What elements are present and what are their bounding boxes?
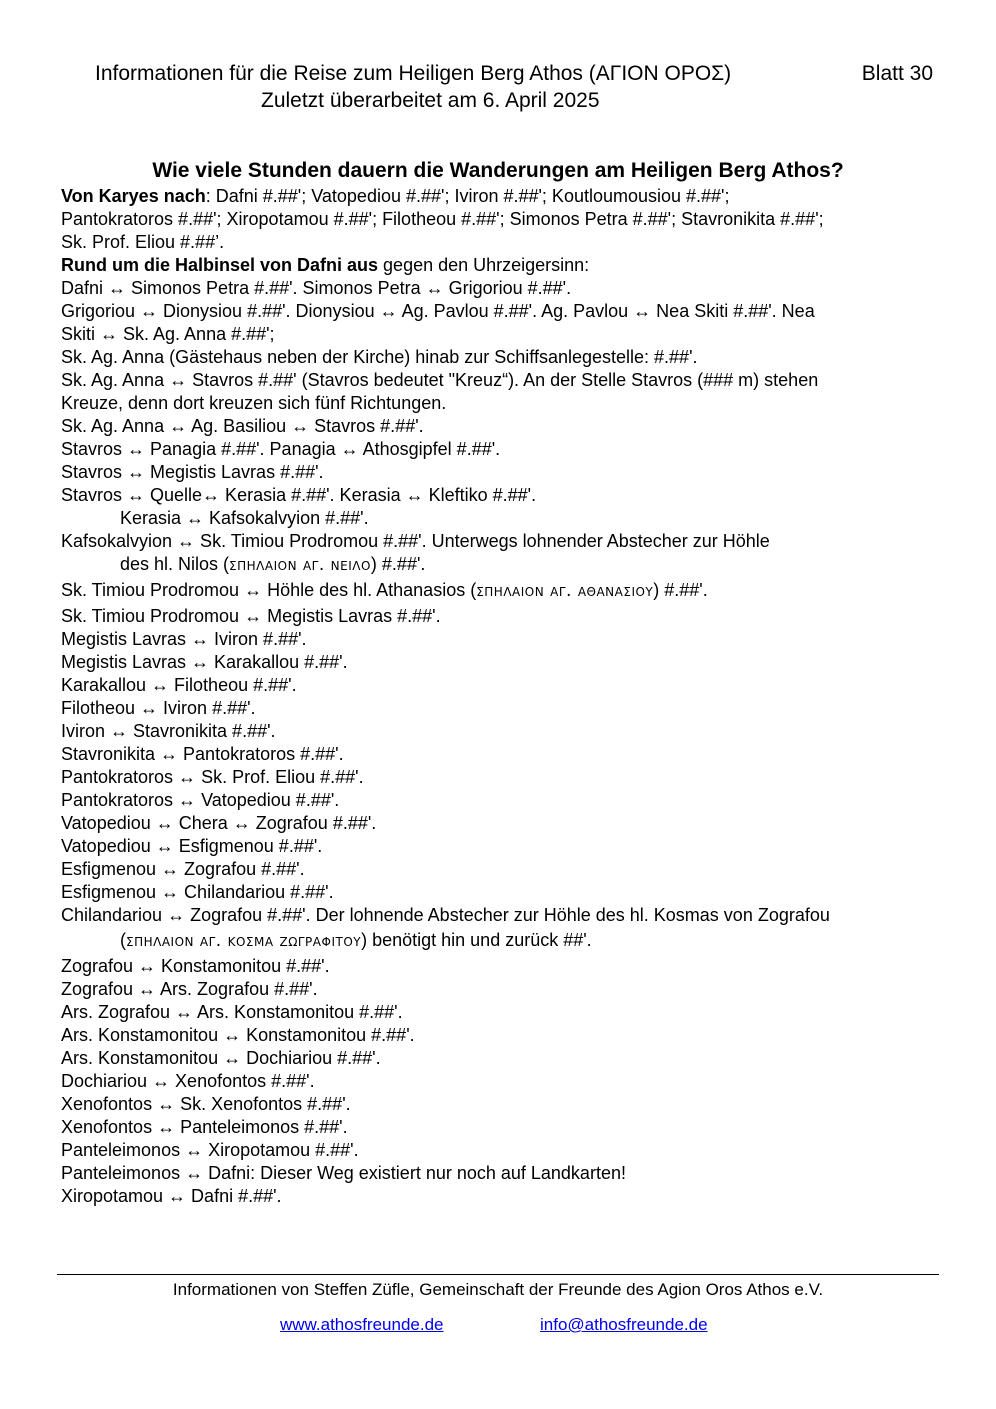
route-line: Pantokratoros ↔ Vatopediou #.##'. (61, 790, 340, 810)
page-header (95, 60, 935, 114)
route-line: Stavronikita ↔ Pantokratoros #.##'. (61, 744, 344, 764)
website-link[interactable]: www.athosfreunde.de (280, 1315, 444, 1334)
route-line: Dafni ↔ Simonos Petra #.##'. Simonos Petra ↔ Grigoriou #.##'. (61, 278, 572, 298)
route-line: Iviron ↔ Stavronikita #.##'. (61, 721, 276, 741)
text-line: Sk. Prof. Eliou #.##’. (61, 232, 225, 252)
dafni-label: Rund um die Halbinsel von Dafni aus (61, 255, 379, 275)
greek-text: σπηλαιον αγ. κοσμα ζωγραφιτου (126, 931, 362, 951)
route-line (61, 553, 941, 577)
route-line: Panteleimonos ↔ Dafni: Dieser Weg existiert nur noch auf Landkarten! (61, 1163, 626, 1183)
page-number: Blatt 30 (861, 62, 933, 85)
route-text: ( (120, 930, 126, 950)
karyes-label: Von Karyes nach (61, 186, 206, 206)
route-line: Esfigmenou ↔ Chilandariou #.##'. (61, 882, 334, 902)
route-line: Sk. Ag. Anna ↔ Stavros #.##' (Stavros bedeutet "Kreuz“). An der Stelle Stavros (### m) stehen (61, 370, 819, 390)
route-line: Filotheou ↔ Iviron #.##'. (61, 698, 256, 718)
route-text: ) #.##'. (370, 554, 426, 574)
route-line (61, 577, 941, 605)
route-line: Zografou ↔ Konstamonitou #.##'. (61, 956, 330, 976)
text-line (61, 254, 941, 277)
header-row (95, 60, 935, 87)
route-line: Panteleimonos ↔ Xiropotamou #.##'. (61, 1140, 359, 1160)
route-line: Xiropotamou ↔ Dafni #.##'. (61, 1186, 282, 1206)
greek-text: σπηλαιον αγ. νειλο (229, 555, 371, 575)
route-line: Ars. Konstamonitou ↔ Dochiariou #.##'. (61, 1048, 381, 1068)
footer-divider (57, 1274, 939, 1275)
route-line: Vatopediou ↔ Esfigmenou #.##'. (61, 836, 323, 856)
route-line: Esfigmenou ↔ Zografou #.##'. (61, 859, 305, 879)
route-line: Megistis Lavras ↔ Iviron #.##'. (61, 629, 307, 649)
route-line: Megistis Lavras ↔ Karakallou #.##'. (61, 652, 348, 672)
karyes-text: : Dafni #.##'; Vatopediou #.##'; Iviron #.##'; Koutloumousiou #.##'; (205, 186, 730, 206)
text-line: Pantokratoros #.##'; Xiropotamou #.##'; Filotheou #.##'; Simonos Petra #.##'; Stavronikita #.##'; (61, 209, 824, 229)
route-line (61, 927, 941, 955)
route-line: Chilandariou ↔ Zografou #.##'. Der lohnende Abstecher zur Höhle des hl. Kosmas von Zografou (61, 905, 830, 925)
route-line: Xenofontos ↔ Sk. Xenofontos #.##'. (61, 1094, 351, 1114)
route-line: Kreuze, denn dort kreuzen sich fünf Richtungen. (61, 393, 447, 413)
route-text: Sk. Timiou Prodromou ↔ Höhle des hl. Athanasios ( (61, 580, 477, 600)
route-line: Vatopediou ↔ Chera ↔ Zografou #.##'. (61, 813, 377, 833)
dafni-text: gegen den Uhrzeigersinn: (378, 255, 590, 275)
route-line: Sk. Ag. Anna (Gästehaus neben der Kirche) hinab zur Schiffsanlegestelle: #.##'. (61, 347, 698, 367)
route-line: Grigoriou ↔ Dionysiou #.##'. Dionysiou ↔ Ag. Pavlou #.##'. Ag. Pavlou ↔ Nea Skiti #.##'. Nea (61, 301, 815, 321)
document-body (61, 185, 941, 1208)
section-heading: Wie viele Stunden dauern die Wanderungen am Heiligen Berg Athos? (152, 159, 844, 182)
route-line: Kafsokalvyion ↔ Sk. Timiou Prodromou #.##'. Unterwegs lohnender Abstecher zur Höhle (61, 531, 770, 551)
route-line: Pantokratoros ↔ Sk. Prof. Eliou #.##'. (61, 767, 364, 787)
route-line: Stavros ↔ Quelle↔ Kerasia #.##'. Kerasia ↔ Kleftiko #.##'. (61, 485, 537, 505)
route-line: Sk. Ag. Anna ↔ Ag. Basiliou ↔ Stavros #.##'. (61, 416, 424, 436)
route-text: des hl. Nilos ( (120, 554, 230, 574)
route-text: ) benötigt hin und zurück ##'. (361, 930, 592, 950)
route-line: Karakallou ↔ Filotheou #.##'. (61, 675, 297, 695)
text-line (61, 185, 941, 208)
route-line: Stavros ↔ Megistis Lavras #.##'. (61, 462, 324, 482)
route-line: Ars. Zografou ↔ Ars. Konstamonitou #.##'. (61, 1002, 403, 1022)
document-title: Informationen für die Reise zum Heiligen Berg Athos (ΑΓΙΟΝ ΟΡΟΣ) (95, 62, 732, 85)
footer-credit: Informationen von Steffen Züfle, Gemeinschaft der Freunde des Agion Oros Athos e.V. (172, 1280, 824, 1299)
route-line: Stavros ↔ Panagia #.##'. Panagia ↔ Athosgipfel #.##'. (61, 439, 501, 459)
greek-text: σπηλαιον αγ. αθανασιου (476, 581, 654, 601)
route-line: Dochiariou ↔ Xenofontos #.##'. (61, 1071, 315, 1091)
route-line: Kerasia ↔ Kafsokalvyion #.##'. (120, 508, 369, 528)
route-line: Xenofontos ↔ Panteleimonos #.##'. (61, 1117, 348, 1137)
email-link[interactable]: info@athosfreunde.de (540, 1315, 708, 1334)
route-line: Zografou ↔ Ars. Zografou #.##'. (61, 979, 318, 999)
last-updated: Zuletzt überarbeitet am 6. April 2025 (261, 89, 600, 112)
route-line: Sk. Timiou Prodromou ↔ Megistis Lavras #.##'. (61, 606, 441, 626)
route-line: Ars. Konstamonitou ↔ Konstamonitou #.##'. (61, 1025, 415, 1045)
route-line: Skiti ↔ Sk. Ag. Anna #.##'; (61, 324, 275, 344)
route-text: ) #.##'. (653, 580, 708, 600)
